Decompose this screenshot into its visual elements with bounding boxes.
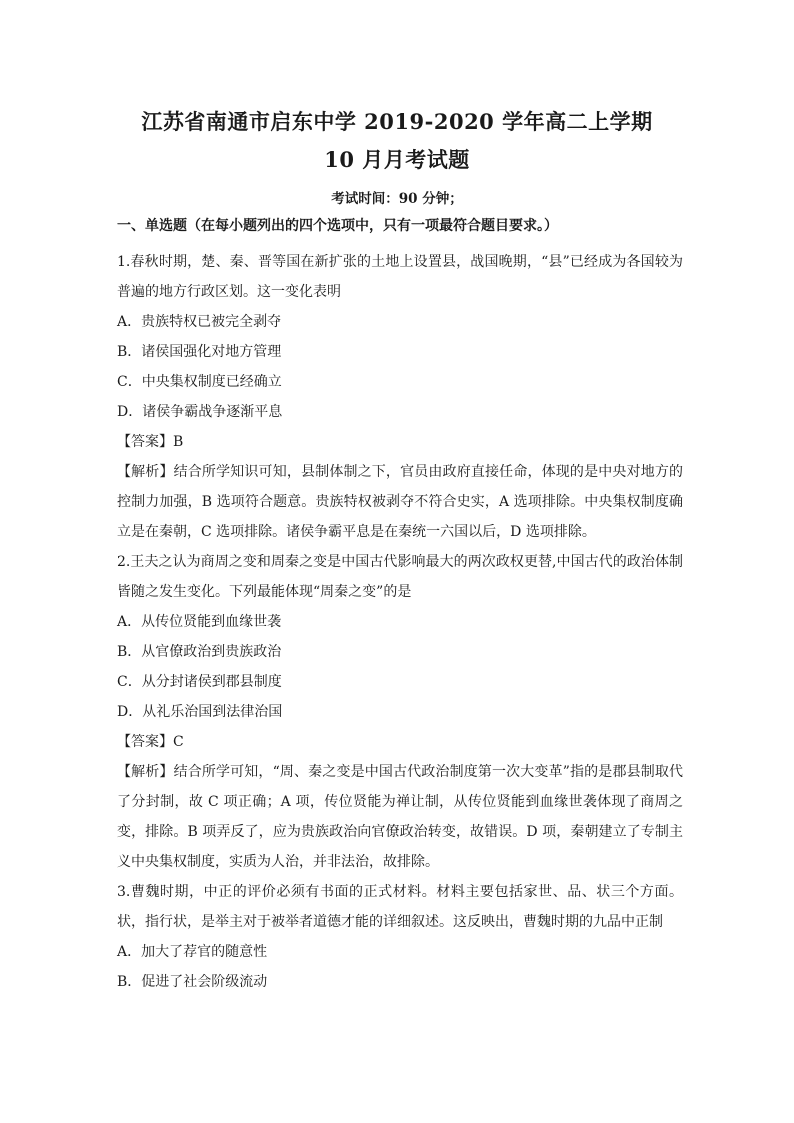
analysis-line — [117, 757, 683, 877]
question-list — [117, 247, 683, 997]
option-d: D．从礼乐治国到法律治国 — [117, 704, 283, 720]
document-title-line1: 江苏省南通市启东中学 2019-2020 学年高二上学期 — [141, 109, 653, 134]
analysis-label: 【解析】 — [117, 464, 174, 480]
analysis-text: 结合所学可知，“周、秦之变是中国古代政治制度第一次大变革”指的是郡县制取代了分封制，故 C 项正确；A 项，传位贤能为禅让制，从传位贤能到血缘世袭体现了商周之变，排除。B 项弄反了，应为贵族政治向官僚政治转变，故错误。D 项，秦朝建立了专制主义中央集权制度，实质为人治，并非法治，故排除。 — [117, 764, 684, 870]
answer-value: B — [173, 434, 184, 450]
answer-value: C — [173, 734, 184, 750]
section-heading: 一、单选题（在每小题列出的四个选项中，只有一项最符合题目要求。） — [117, 218, 558, 234]
analysis-line — [117, 457, 683, 547]
option-b: B．促进了社会阶级流动 — [117, 974, 268, 990]
analysis-label: 【解析】 — [117, 764, 174, 780]
option-b: B．从官僚政治到贵族政治 — [117, 644, 282, 660]
option-a: A．贵族特权已被完全剥夺 — [117, 314, 282, 330]
option-c: C．中央集权制度已经确立 — [117, 374, 282, 390]
document-title-line2: 10 月月考试题 — [324, 147, 470, 172]
option-d: D．诸侯争霸战争逐渐平息 — [117, 404, 283, 420]
option-a: A．加大了荐官的随意性 — [117, 944, 268, 960]
option-c: C．从分封诸侯到郡县制度 — [117, 674, 282, 690]
option-b: B．诸侯国强化对地方管理 — [117, 344, 282, 360]
answer-line — [117, 427, 683, 457]
option-a: A．从传位贤能到血缘世袭 — [117, 614, 282, 630]
exam-time: 考试时间：90 分钟； — [331, 191, 463, 207]
answer-label: 【答案】 — [117, 434, 173, 450]
question-stem: 1.春秋时期，楚、秦、晋等国在新扩张的土地上设置县，战国晚期，“县”已经成为各国较为普遍的地方行政区划。这一变化表明 — [117, 254, 683, 300]
question-stem: 2.王夫之认为商周之变和周秦之变是中国古代影响最大的两次政权更替,中国古代的政治体制皆随之发生变化。下列最能体现“周秦之变”的是 — [117, 554, 683, 600]
question-stem: 3.曹魏时期，中正的评价必须有书面的正式材料。材料主要包括家世、品、状三个方面。状，指行状，是举主对于被举者道德才能的详细叙述。这反映出，曹魏时期的九品中正制 — [117, 884, 683, 930]
analysis-text: 结合所学知识可知，县制体制之下，官员由政府直接任命，体现的是中央对地方的控制力加强，B 选项符合题意。贵族特权被剥夺不符合史实，A 选项排除。中央集权制度确立是在秦朝，C 选项排除。诸侯争霸平息是在秦统一六国以后，D 选项排除。 — [117, 464, 684, 540]
answer-label: 【答案】 — [117, 734, 173, 750]
answer-line — [117, 727, 683, 757]
